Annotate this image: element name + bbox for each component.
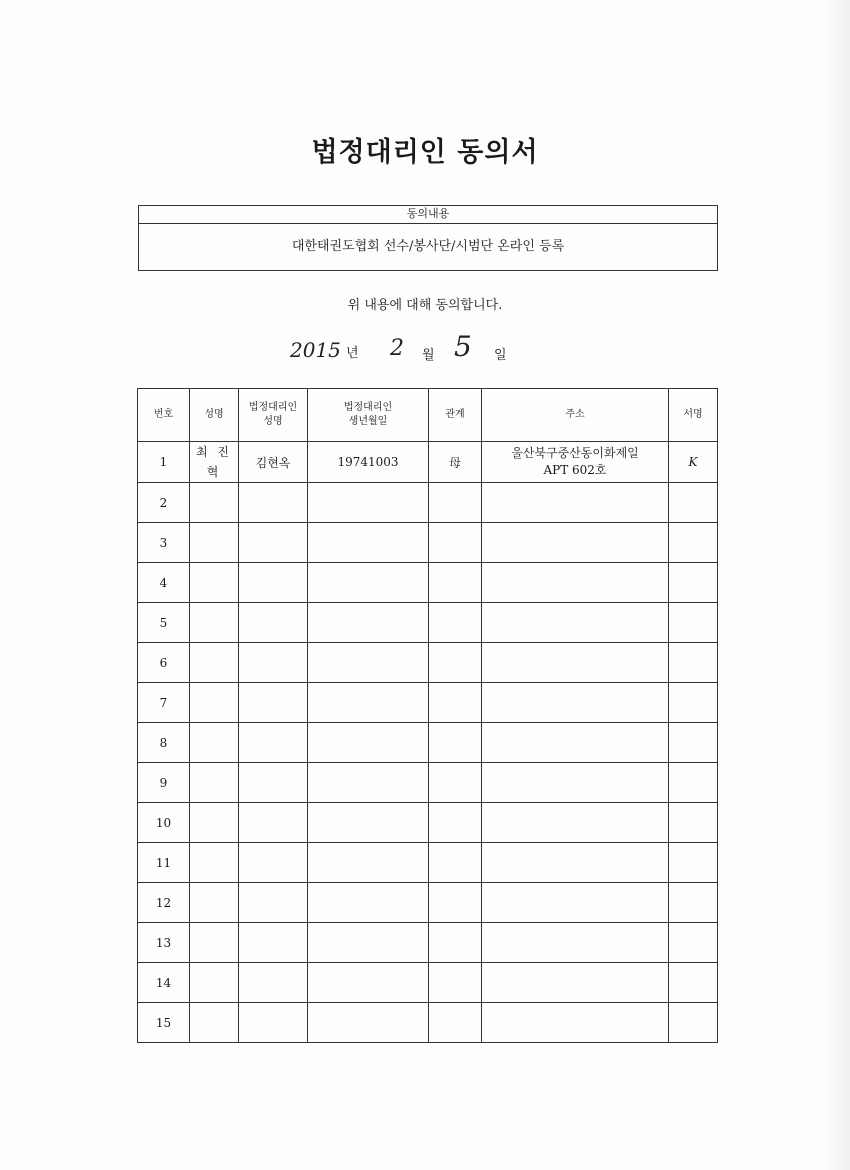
- row-number: 8: [138, 723, 190, 763]
- row-signature: [669, 763, 718, 803]
- table-row: [138, 803, 718, 843]
- row-signature: [669, 803, 718, 843]
- row-address: 울산북구중산동이화제일 APT 602호: [482, 442, 669, 483]
- header-guardian-name: 법정대리인 성명: [239, 389, 308, 442]
- row-signature: [669, 843, 718, 883]
- row-relation: [429, 803, 482, 843]
- row-guardian-name: [239, 883, 308, 923]
- row-guardian-name: [239, 603, 308, 643]
- consent-content-box: [138, 205, 718, 271]
- row-guardian-name: [239, 563, 308, 603]
- row-guardian-birth: [308, 803, 429, 843]
- row-number: 5: [138, 603, 190, 643]
- row-address: [482, 603, 669, 643]
- row-relation: [429, 763, 482, 803]
- row-guardian-birth: [308, 843, 429, 883]
- row-number: 10: [138, 803, 190, 843]
- guardian-register-table: [137, 388, 718, 1043]
- row-guardian-birth: [308, 643, 429, 683]
- row-signature: [669, 723, 718, 763]
- row-signature: [669, 483, 718, 523]
- table-row: [138, 563, 718, 603]
- row-number: 12: [138, 883, 190, 923]
- document-title: 법정대리인 동의서: [311, 137, 539, 168]
- row-name: [190, 803, 239, 843]
- row-signature: [669, 563, 718, 603]
- row-number: 4: [138, 563, 190, 603]
- row-guardian-name: [239, 763, 308, 803]
- scan-edge-shadow: [822, 0, 850, 1170]
- row-address: [482, 723, 669, 763]
- row-name: [190, 843, 239, 883]
- row-name: [190, 683, 239, 723]
- row-address: [482, 1003, 669, 1043]
- row-number: 1: [138, 442, 190, 483]
- row-guardian-birth: [308, 683, 429, 723]
- date-year-unit: 년: [346, 346, 359, 361]
- row-name: [190, 603, 239, 643]
- date-month-unit: 월: [422, 348, 435, 363]
- row-address: [482, 483, 669, 523]
- table-header-row: [138, 389, 718, 442]
- row-relation: [429, 643, 482, 683]
- date-year: 2015: [290, 338, 341, 362]
- row-address: [482, 643, 669, 683]
- row-relation: [429, 603, 482, 643]
- row-name: [190, 883, 239, 923]
- row-relation: [429, 1003, 482, 1043]
- row-guardian-birth: [308, 723, 429, 763]
- row-name: [190, 723, 239, 763]
- table-row: [138, 843, 718, 883]
- table-row: [138, 923, 718, 963]
- row-number: 14: [138, 963, 190, 1003]
- row-name: [190, 763, 239, 803]
- header-guardian-birth: 법정대리인 생년월일: [308, 389, 429, 442]
- row-name: [190, 563, 239, 603]
- date-month: 2: [390, 336, 404, 361]
- row-relation: [429, 683, 482, 723]
- row-address: [482, 883, 669, 923]
- table-row: [138, 523, 718, 563]
- row-guardian-birth: [308, 523, 429, 563]
- table-row: [138, 442, 718, 483]
- date-line: [290, 332, 550, 362]
- consent-body: 대한태권도협회 선수/봉사단/시범단 온라인 등록: [291, 239, 565, 254]
- row-guardian-birth: [308, 1003, 429, 1043]
- date-day: 5: [454, 330, 472, 363]
- row-name: 최 진 혁: [190, 442, 239, 483]
- header-number: 번호: [138, 389, 190, 442]
- row-guardian-name: [239, 723, 308, 763]
- row-signature: K: [669, 442, 718, 483]
- row-guardian-name: [239, 483, 308, 523]
- row-address: [482, 523, 669, 563]
- consent-header: 동의내용: [139, 206, 717, 224]
- table-row: [138, 683, 718, 723]
- row-number: 9: [138, 763, 190, 803]
- table-row: [138, 723, 718, 763]
- row-name: [190, 523, 239, 563]
- table-row: [138, 963, 718, 1003]
- row-guardian-birth: [308, 923, 429, 963]
- row-address: [482, 563, 669, 603]
- row-signature: [669, 523, 718, 563]
- row-guardian-name: [239, 1003, 308, 1043]
- row-relation: [429, 483, 482, 523]
- row-relation: 母: [429, 442, 482, 483]
- row-address: [482, 843, 669, 883]
- row-relation: [429, 523, 482, 563]
- row-name: [190, 1003, 239, 1043]
- header-relation: 관계: [429, 389, 482, 442]
- row-signature: [669, 643, 718, 683]
- row-address: [482, 803, 669, 843]
- row-relation: [429, 883, 482, 923]
- row-number: 15: [138, 1003, 190, 1043]
- table-row: [138, 883, 718, 923]
- row-signature: [669, 963, 718, 1003]
- row-guardian-birth: 19741003: [308, 442, 429, 483]
- row-number: 2: [138, 483, 190, 523]
- row-address: [482, 963, 669, 1003]
- header-address: 주소: [482, 389, 669, 442]
- row-name: [190, 963, 239, 1003]
- row-guardian-birth: [308, 763, 429, 803]
- table-row: [138, 1003, 718, 1043]
- row-guardian-name: [239, 803, 308, 843]
- row-number: 7: [138, 683, 190, 723]
- row-guardian-name: [239, 523, 308, 563]
- row-relation: [429, 723, 482, 763]
- row-guardian-birth: [308, 603, 429, 643]
- row-relation: [429, 923, 482, 963]
- table-row: [138, 763, 718, 803]
- date-day-unit: 일: [494, 348, 507, 363]
- row-guardian-name: [239, 963, 308, 1003]
- header-signature: 서명: [669, 389, 718, 442]
- agreement-statement: 위 내용에 대해 동의합니다.: [347, 298, 503, 313]
- row-name: [190, 643, 239, 683]
- row-guardian-birth: [308, 963, 429, 1003]
- row-number: 11: [138, 843, 190, 883]
- row-address: [482, 763, 669, 803]
- row-signature: [669, 883, 718, 923]
- row-guardian-name: [239, 683, 308, 723]
- row-signature: [669, 923, 718, 963]
- row-number: 6: [138, 643, 190, 683]
- table-row: [138, 643, 718, 683]
- row-name: [190, 483, 239, 523]
- row-signature: [669, 683, 718, 723]
- row-number: 3: [138, 523, 190, 563]
- row-signature: [669, 603, 718, 643]
- row-address: [482, 923, 669, 963]
- row-address: [482, 683, 669, 723]
- table-row: [138, 603, 718, 643]
- row-guardian-birth: [308, 483, 429, 523]
- row-guardian-name: [239, 843, 308, 883]
- row-signature: [669, 1003, 718, 1043]
- header-name: 성명: [190, 389, 239, 442]
- row-guardian-birth: [308, 563, 429, 603]
- row-relation: [429, 843, 482, 883]
- table-row: [138, 483, 718, 523]
- row-relation: [429, 563, 482, 603]
- row-guardian-name: [239, 643, 308, 683]
- row-guardian-name: [239, 923, 308, 963]
- row-name: [190, 923, 239, 963]
- row-guardian-name: 김현옥: [239, 442, 308, 483]
- row-number: 13: [138, 923, 190, 963]
- row-guardian-birth: [308, 883, 429, 923]
- row-relation: [429, 963, 482, 1003]
